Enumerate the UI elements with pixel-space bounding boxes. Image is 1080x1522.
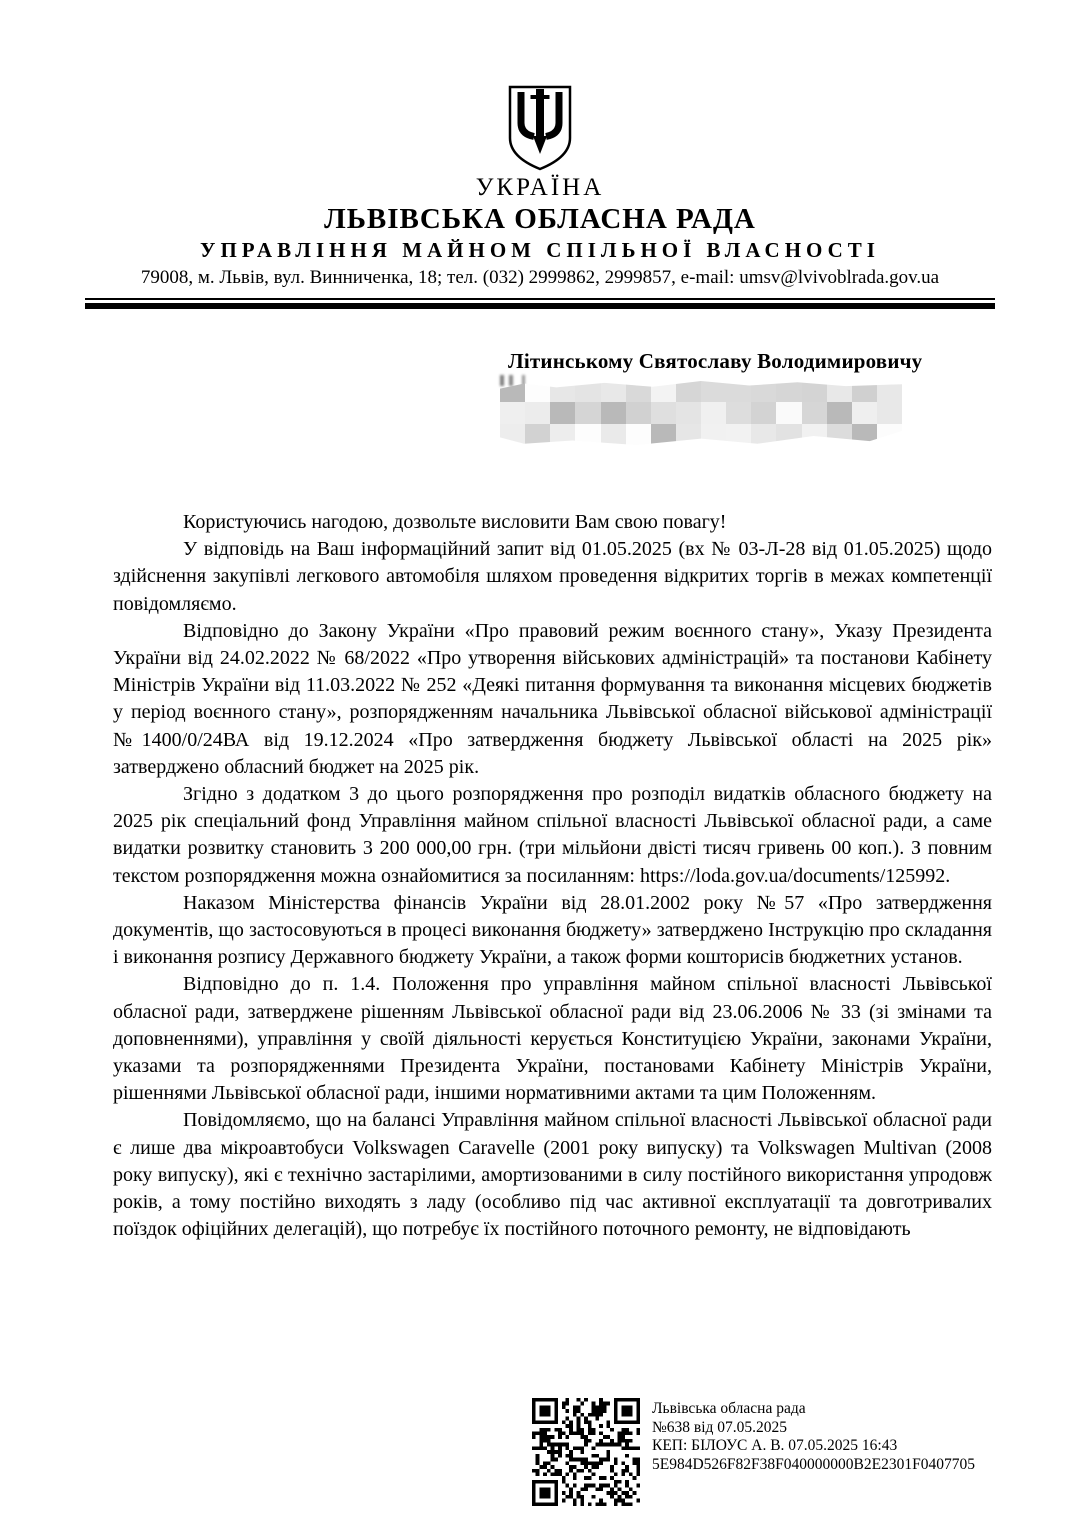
stamp-text-block: [652, 1398, 975, 1474]
paragraph-finance-ministry-order: Наказом Міністерства фінансів України від 28.01.2002 року №57 «Про затвердження документів, що застосовуються в процесі виконання бюджету» затверджено Інструкцію про складання і виконання розпису Державного бюджету України, а також форми кошторисів бюджетних установ.: [113, 891, 992, 969]
redaction-pixel: [651, 402, 676, 423]
redaction-pixel: [776, 424, 801, 445]
ukraine-trident-emblem-icon: [506, 84, 574, 172]
redaction-pixel: [701, 402, 726, 423]
redaction-pixel: [827, 402, 852, 423]
redaction-pixel: [525, 424, 550, 445]
paragraph-regulation-reference: Відповідно до п. 1.4. Положення про управління майном спільної власності Львівської обласної ради, затверджене рішенням Львівської обласної ради від 23.06.2006 № 33 (зі змінами та доповненнями), управління у своїй діяльності керується Конституцією України, законами України, указами та розпорядженнями Президента України, постановами Кабінету Міністрів України, рішеннями Львівської обласної ради, іншими нормативними актами та цим Положенням.: [113, 973, 992, 1105]
redaction-pixel: [626, 424, 651, 445]
letterhead-divider-thin: [85, 298, 995, 300]
redaction-pixel: [601, 381, 626, 402]
redaction-pixel: [601, 424, 626, 445]
redaction-pixel: [877, 381, 902, 402]
redaction-pixel: [500, 402, 525, 423]
redaction-pixel: [751, 424, 776, 445]
redaction-pixel: [626, 381, 651, 402]
letterhead: [0, 0, 1080, 309]
redaction-pixel: [651, 424, 676, 445]
redacted-recipient-address: [500, 381, 902, 445]
redaction-pixel: [751, 381, 776, 402]
redaction-pixel: [751, 402, 776, 423]
recipient-name: Літинському Святославу Володимировичу: [508, 349, 923, 373]
redaction-pixel: [500, 424, 525, 445]
redaction-pixel: [676, 402, 701, 423]
stamp-org-name: Львівська обласна рада: [652, 1400, 806, 1417]
redaction-pixel: [575, 424, 600, 445]
redaction-pixel: [701, 381, 726, 402]
redaction-pixel: [701, 424, 726, 445]
redaction-pixel: [776, 402, 801, 423]
redaction-pixel: [626, 402, 651, 423]
paragraph-budget-allocation: Згідно з додатком 3 до цього розпорядження про розподіл видатків обласного бюджету на 2025 рік спеціальний фонд Управління майном спільної власності Львівської обласної ради, а саме видатки розвитку становить 3 200 000,00 грн. (три мільйони двісті тисяч гривень 00 коп.). З повним текстом розпорядження можна ознайомитися за посиланням: https://loda.gov.ua/documents/125992.: [113, 783, 992, 887]
country-name: УКРАЇНА: [475, 174, 605, 201]
redaction-pixel: [877, 424, 902, 445]
redaction-text-remnant: [500, 375, 540, 386]
redaction-pixel: [550, 381, 575, 402]
redaction-pixel: [726, 424, 751, 445]
organization-name: ЛЬВІВСЬКА ОБЛАСНА РАДА: [324, 203, 756, 235]
redaction-pixel: [852, 424, 877, 445]
redaction-pixel: [802, 424, 827, 445]
redaction-pixel: [651, 381, 676, 402]
redaction-pixel: [802, 402, 827, 423]
redaction-pixel: [550, 424, 575, 445]
redaction-pixel: [726, 402, 751, 423]
letter-body: [113, 509, 992, 1243]
department-name: УПРАВЛІННЯ МАЙНОМ СПІЛЬНОЇ ВЛАСНОСТІ: [200, 238, 880, 262]
contact-address-line: 79008, м. Львів, вул. Винниченка, 18; тел. (032) 2999862, 2999857, e-mail: umsv@lvivoblrada.gov.ua: [140, 267, 940, 288]
redaction-pixel: [827, 424, 852, 445]
redaction-pixel: [525, 402, 550, 423]
paragraph-request-reference: У відповідь на Ваш інформаційний запит від 01.05.2025 (вх № 03-Л-28 від 01.05.2025) щодо здійснення закупівлі легкового автомобіля шляхом проведення відкритих торгів в межах компетенції повідомляємо.: [113, 538, 992, 615]
redaction-pixel: [852, 402, 877, 423]
redaction-pixel: [601, 402, 626, 423]
paragraph-vehicle-fleet-status: Повідомляємо, що на балансі Управління майном спільної власності Львівської обласної ради є лише два мікроавтобуси Volkswagen Caravelle (2001 року випуску) та Volkswagen Multivan (2008 року випуску), які є технічно застарілими, амортизованими в силу постійного використання упродовж років, а тому постійно виходять з ладу (особливо під час активної експлуатації та довготривалих поїздок офіційних делегацій), що потребує їх постійного поточного ремонту, не відповідають: [113, 1109, 992, 1241]
redaction-pixel: [575, 402, 600, 423]
qr-code-icon: [532, 1398, 640, 1506]
redaction-pixel: [776, 381, 801, 402]
redaction-pixel: [827, 381, 852, 402]
redaction-pixel: [726, 381, 751, 402]
recipient-block: [508, 349, 990, 445]
paragraph-greeting: Користуючись нагодою, дозвольте висловити Вам свою повагу!: [183, 511, 727, 533]
registration-stamp: [532, 1398, 975, 1506]
redaction-pixel: [575, 381, 600, 402]
redaction-pixel: [550, 402, 575, 423]
paragraph-legal-basis: Відповідно до Закону України «Про правовий режим воєнного стану», Указу Президента України від 24.02.2022 № 68/2022 «Про утворення військових адміністрацій» та постанови Кабінету Міністрів України від 11.03.2022 № 252 «Деякі питання формування та виконання місцевих бюджетів у період воєнного стану», розпорядженням начальника Львівської обласної військової адміністрації №1400/0/24ВА від 19.12.2024 «Про затвердження бюджету Львівської області на 2025 рік» затверджено обласний бюджет на 2025 рік.: [113, 619, 992, 778]
stamp-doc-number: №638 від 07.05.2025: [652, 1418, 788, 1436]
redaction-pixel: [877, 402, 902, 423]
redaction-pixel: [802, 381, 827, 402]
redaction-pixel: [852, 381, 877, 402]
stamp-signature-hash: 5E984D526F82F38F040000000B2E2301F0407705: [652, 1455, 975, 1473]
stamp-kep-signature: КЕП: БІЛОУС А. В. 07.05.2025 16:43: [652, 1437, 898, 1454]
redaction-pixel: [676, 381, 701, 402]
redaction-pixel: [676, 424, 701, 445]
letterhead-divider-thick: [85, 303, 995, 309]
